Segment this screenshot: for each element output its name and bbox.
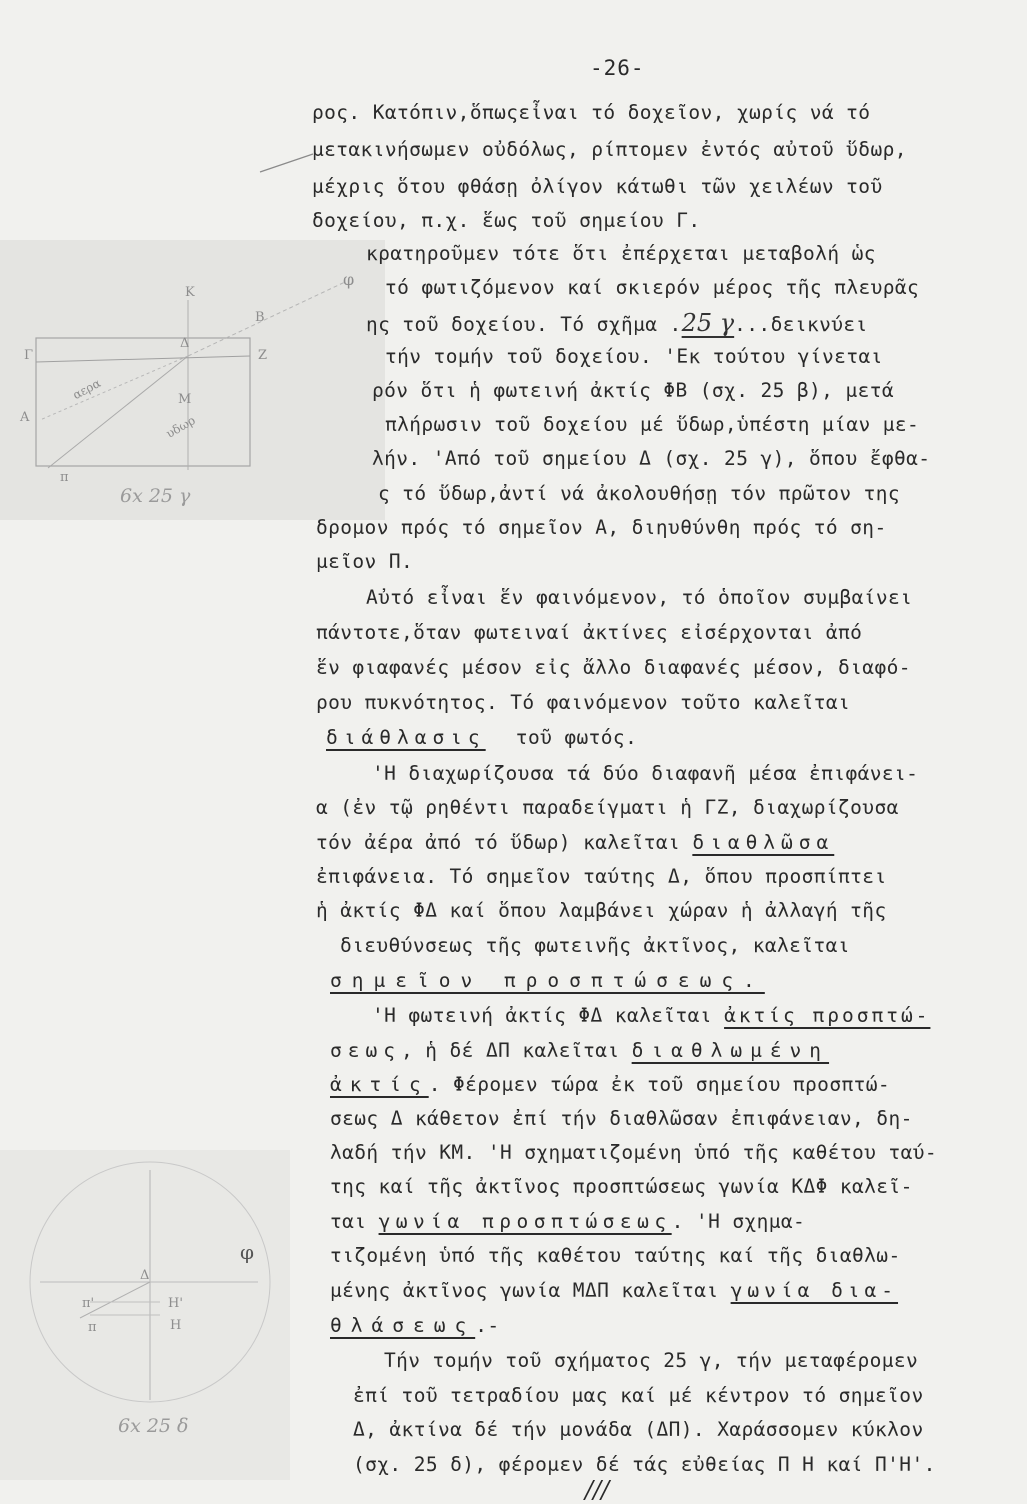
text-line: ρου πυκνότητος. Τό φαινόμενον τοῦτο καλεῖται — [316, 691, 851, 714]
text-line: μέχρις ὅτου φθάσῃ ὀλίγον κάτωθι τῶν χειλέων τοῦ — [312, 175, 883, 198]
margin-stroke — [258, 150, 318, 180]
text-line: ἐπιφάνεια. Τό σημεῖον ταύτης Δ, ὅπου προσπίπτει — [316, 865, 887, 888]
text-line: κρατηροῦμεν τότε ὅτι ἐπέρχεται μεταβολή ὡς — [366, 242, 876, 265]
text-line: τιζομένη ὑπό τῆς καθέτου ταύτης καί τῆς διαθλω- — [330, 1244, 901, 1267]
text-line: Τήν τομήν τοῦ σχήματος 25 γ, τήν μεταφέρομεν — [384, 1349, 919, 1372]
term-angle-of-incidence: γωνία προσπτώσεως — [378, 1210, 672, 1233]
text-line: σεως, ἡ δέ ΔΠ καλεῖται διαθλωμένη — [330, 1039, 830, 1062]
figure-25-gamma-sketch — [0, 240, 385, 520]
text-line: δοχείου, π.χ. ἕως τοῦ σημείου Γ. — [312, 209, 701, 232]
label-eta-prime: Η' — [168, 1296, 183, 1311]
text-line: ται γωνία προσπτώσεως. 'Η σχημα- — [330, 1210, 806, 1233]
text-line: ς τό ὕδωρ,ἀντί νά ἀκολουθήσῃ τόν πρῶτον της — [378, 482, 901, 505]
text-line: Αὐτό εἶναι ἕν φαινόμενον, τό ὁποῖον συμβαίνει — [366, 586, 913, 609]
label-mu: M — [178, 392, 192, 407]
text-line: της καί τῆς ἀκτῖνος προσπτώσεως γωνία ΚΔΦ καλεῖ- — [330, 1175, 913, 1198]
text-line: Δ, ἀκτίνα δέ τήν μονάδα (ΔΠ). Χαράσσομεν κύκλον — [353, 1418, 924, 1441]
figure-25-gamma — [0, 240, 385, 520]
text-line: ἀκτίς. Φέρομεν τώρα ἐκ τοῦ σημείου προσπτώ- — [330, 1073, 891, 1096]
text-line: 'Η φωτεινή ἀκτίς ΦΔ καλεῖται ἀκτίς προσπτώ- — [372, 1004, 931, 1027]
text-line: τήν τομήν τοῦ δοχείου. 'Εκ τούτου γίνεται — [385, 345, 883, 368]
text-line: λήν. 'Από τοῦ σημείου Δ (σχ. 25 γ), ὅπου ἔφθα- — [372, 447, 931, 470]
text-line: τό φωτιζόμενον καί σκιερόν μέρος τῆς πλευρᾶς — [385, 276, 920, 299]
text-line: μένης ἀκτῖνος γωνία ΜΔΠ καλεῖται γωνία δια- — [330, 1279, 899, 1302]
text-line: 'Η διαχωρίζουσα τά δύο διαφανῆ μέσα ἐπιφάνει- — [372, 762, 919, 785]
text-line: μετακινήσωμεν οὐδόλως, ρίπτομεν ἐντός αὐτοῦ ὕδωρ, — [312, 138, 907, 161]
label-pi: π — [88, 1320, 97, 1335]
term-refracted: διαθλωμένη — [631, 1039, 830, 1062]
text-line: διευθύνσεως τῆς φωτεινῆς ἀκτῖνος, καλεῖται — [340, 934, 850, 957]
text-line: μεῖον Π. — [316, 550, 414, 573]
text-line: σεως Δ κάθετον ἐπί τήν διαθλῶσαν ἐπιφάνειαν, δη- — [330, 1107, 913, 1130]
label-alpha: A — [20, 410, 30, 425]
text-line: ης τοῦ δοχείου. Τό σχῆμα .25 γ...δεικνύει — [366, 309, 868, 337]
figure-25-delta-caption: 6x 25 δ — [118, 1415, 189, 1437]
text-line — [330, 968, 765, 994]
text-line: α (ἐν τῷ ρηθέντι παραδείγματι ἡ ΓΖ, διαχωρίζουσα — [316, 796, 899, 819]
handwritten-figure-ref: 25 γ — [681, 309, 735, 337]
text-line: πλήρωσιν τοῦ δοχείου μέ ὕδωρ,ὑπέστη μίαν με- — [385, 413, 920, 436]
label-pi: π — [60, 470, 69, 485]
label-k: K — [185, 285, 195, 300]
footer-mark: /// — [585, 1476, 610, 1504]
label-phi: φ — [240, 1240, 255, 1264]
term-point-of-incidence: σημεῖον προσπτώσεως. — [330, 969, 765, 992]
text-line: τόν ἀέρα ἀπό τό ὕδωρ) καλεῖται διαθλῶσα — [316, 831, 835, 854]
label-water: υδωρ — [163, 413, 198, 441]
text-line: δρομον πρός τό σημεῖον Α, διηυθύνθη πρός τό ση- — [316, 516, 887, 539]
text-line: ρος. Κατόπιν,ὅπωςεἶναι τό δοχεῖον, χωρίς νά τό — [312, 101, 871, 124]
label-gamma: Γ — [24, 348, 34, 363]
term-refraction-cont: θλάσεως — [330, 1314, 476, 1337]
text-line: ρόν ὅτι ἡ φωτεινή ἀκτίς ΦΒ (σχ. 25 β), μετά — [372, 379, 895, 402]
term-ray: ἀκτίς — [330, 1073, 429, 1096]
label-delta: Δ — [140, 1268, 150, 1283]
text-line: διάθλασις τοῦ φωτός. — [326, 726, 638, 749]
text-line: ἕν φιαφανές μέσον εἰς ἄλλο διαφανές μέσον, διαφό- — [316, 656, 911, 679]
term-refracting-surface: διαθλῶσα — [692, 831, 835, 854]
text-line: (σχ. 25 δ), φέρομεν δέ τάς εὐθείας Π Η καί Π'Η'. — [353, 1453, 936, 1476]
label-air: αερα — [70, 375, 104, 403]
text-line: ἐπί τοῦ τετραδίου μας καί μέ κέντρον τό σημεῖον — [353, 1384, 924, 1407]
label-eta: Η — [170, 1318, 182, 1333]
term-refraction: διάθλασις — [326, 726, 486, 749]
text-line: πάντοτε,ὅταν φωτειναί ἀκτίνες εἰσέρχονται ἀπό — [316, 621, 863, 644]
label-phi: φ — [343, 270, 355, 289]
label-b: B — [255, 310, 265, 325]
text-line: θλάσεως.- — [330, 1314, 500, 1337]
term-incident-ray: ἀκτίς προσπτώ- — [724, 1004, 931, 1027]
label-pi-prime: π' — [82, 1296, 95, 1311]
text-line: ἡ ἀκτίς ΦΔ καί ὅπου λαμβάνει χώραν ἡ ἀλλαγή τῆς — [316, 899, 887, 922]
term-angle-of-refraction: γωνία δια- — [730, 1279, 899, 1302]
figure-25-gamma-caption: 6x 25 γ — [120, 485, 191, 507]
label-delta: Δ — [180, 336, 190, 351]
label-zeta: Z — [258, 348, 268, 363]
text-line: λαδή τήν ΚΜ. 'Η σχηματιζομένη ὑπό τῆς καθέτου ταύ- — [330, 1141, 937, 1164]
page-number: -26- — [590, 56, 645, 80]
